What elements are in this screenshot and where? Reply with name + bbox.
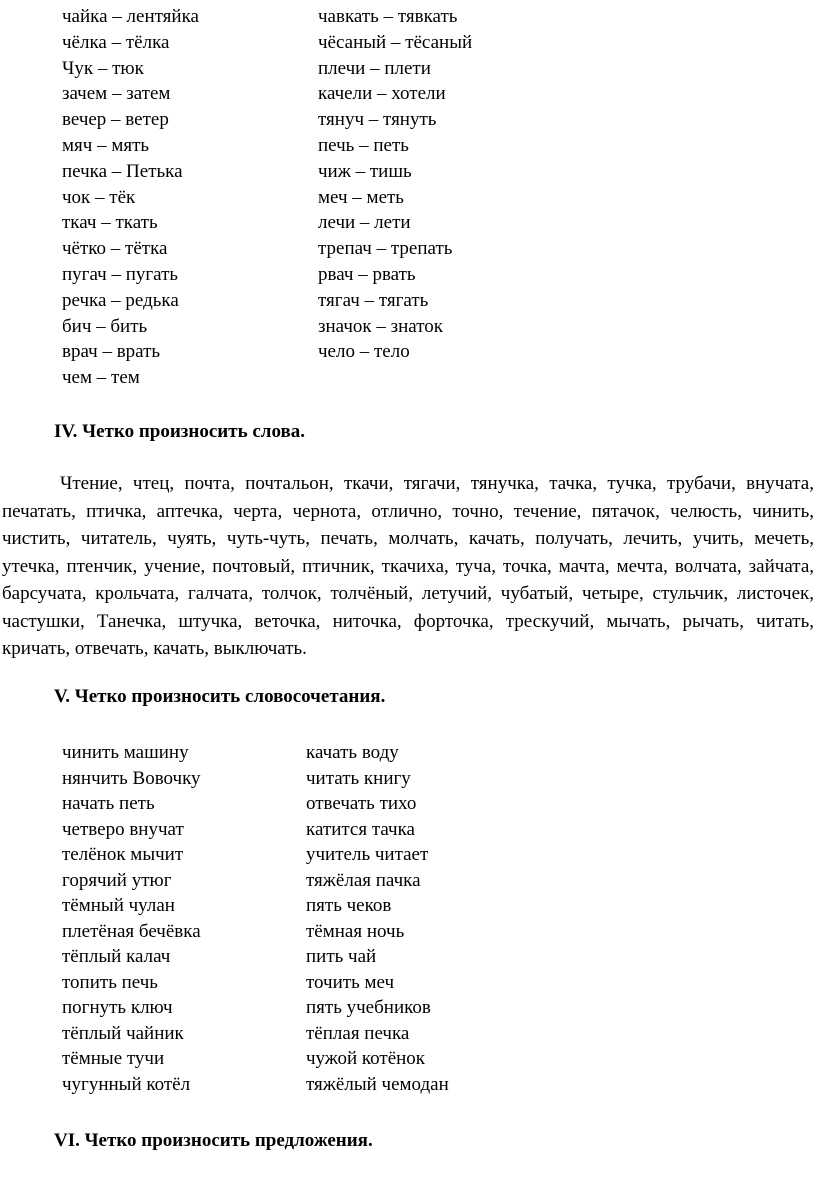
pair-row bbox=[0, 159, 816, 184]
phrase-left: нянчить Вовочку bbox=[62, 767, 201, 789]
pair-row bbox=[0, 210, 816, 235]
pair-left: бич – бить bbox=[62, 315, 148, 337]
pair-right: чавкать – тявкать bbox=[318, 6, 458, 27]
words-paragraph: Чтение, чтец, почта, почтальон, ткачи, тягачи, тянучка, тачка, тучка, трубачи, внучата, печатать, птичка, аптечка, черта, чернота, отлично, точно, течение, пятачок, челюсть, чинить, чистить, читатель, чуять, чуть-чуть, печать, молчать, качать, получать, лечить, учить, мечеть, утечка, птенчик, учение, почтовый, птичник, ткачиха, туча, точка, мачта, мечта, волчата, зайчата, барсучата, крольчата, галчата, толчок, толчёный, летучий, чубатый, четыре, стульчик, листочек, частушки, Танечка, штучка, веточка, ниточка, форточка, трескучий, мычать, рычать, читать, кричать, отвечать, качать, выключать. bbox=[2, 473, 814, 659]
pair-right: меч – меть bbox=[318, 186, 404, 208]
pair-left: пугач – пугать bbox=[62, 264, 179, 285]
pair-row bbox=[0, 339, 816, 364]
pair-row bbox=[0, 30, 816, 55]
section-heading-vi: VI. Четко произносить предложения. bbox=[54, 1130, 373, 1151]
phrase-right: катится тачка bbox=[306, 818, 415, 840]
pair-left: чёлка – тёлка bbox=[62, 31, 170, 53]
pair-right: тянуч – тянуть bbox=[318, 109, 437, 131]
pair-left: вечер – ветер bbox=[62, 109, 169, 131]
phrase-right: тёмная ночь bbox=[306, 920, 405, 942]
pair-row bbox=[0, 107, 816, 132]
pair-row bbox=[0, 133, 816, 158]
phrase-right: пять учебников bbox=[306, 997, 431, 1018]
phrase-right: качать воду bbox=[306, 742, 399, 763]
pair-right: тягач – тягать bbox=[318, 289, 429, 311]
phrase-left: чугунный котёл bbox=[62, 1073, 191, 1095]
pair-right: лечи – лети bbox=[318, 212, 411, 234]
pair-left: речка – редька bbox=[62, 289, 179, 311]
pair-left: зачем – затем bbox=[62, 83, 171, 105]
pair-row bbox=[0, 262, 816, 287]
pair-right: чело – тело bbox=[318, 341, 410, 363]
phrase-row bbox=[0, 919, 816, 944]
phrase-left: тёплый чайник bbox=[62, 1022, 184, 1044]
pair-row bbox=[0, 4, 816, 29]
pair-left: чайка – лентяйка bbox=[62, 6, 199, 27]
phrase-row bbox=[0, 995, 816, 1020]
phrase-left: телёнок мычит bbox=[62, 844, 184, 865]
pair-right: значок – знаток bbox=[318, 315, 444, 337]
pair-left: печка – Петька bbox=[62, 160, 183, 182]
pair-row bbox=[0, 365, 816, 390]
phrase-left: горячий утюг bbox=[62, 869, 172, 891]
phrase-left: тёплый калач bbox=[62, 946, 171, 967]
pair-row bbox=[0, 81, 816, 106]
pair-row bbox=[0, 185, 816, 210]
phrase-left: тёмные тучи bbox=[62, 1048, 165, 1069]
pair-right: качели – хотели bbox=[318, 83, 446, 105]
phrase-left: погнуть ключ bbox=[62, 997, 173, 1018]
pair-row bbox=[0, 56, 816, 81]
phrase-right: тёплая печка bbox=[306, 1022, 410, 1044]
phrase-right: пить чай bbox=[306, 946, 377, 967]
pair-right: трепач – трепать bbox=[318, 238, 453, 260]
phrase-row bbox=[0, 1021, 816, 1046]
phrase-right: учитель читает bbox=[306, 844, 429, 865]
phrase-left: начать петь bbox=[62, 793, 155, 814]
phrase-right: тяжёлый чемодан bbox=[306, 1073, 449, 1095]
phrase-row bbox=[0, 766, 816, 791]
phrase-row bbox=[0, 740, 816, 765]
phrase-row bbox=[0, 1072, 816, 1097]
phrase-row bbox=[0, 868, 816, 893]
pair-row bbox=[0, 236, 816, 261]
phrase-row bbox=[0, 944, 816, 969]
phrase-right: отвечать тихо bbox=[306, 793, 417, 814]
phrase-row bbox=[0, 817, 816, 842]
phrase-row bbox=[0, 791, 816, 816]
phrase-right: тяжёлая пачка bbox=[306, 869, 421, 891]
phrase-row bbox=[0, 893, 816, 918]
pair-row bbox=[0, 288, 816, 313]
pair-left: чётко – тётка bbox=[62, 238, 168, 260]
phrase-right: читать книгу bbox=[306, 767, 411, 789]
phrase-right: точить меч bbox=[306, 971, 395, 993]
phrase-row bbox=[0, 970, 816, 995]
pair-left: чок – тёк bbox=[62, 186, 136, 208]
phrase-left: топить печь bbox=[62, 971, 158, 993]
phrase-right: пять чеков bbox=[306, 895, 392, 916]
phrase-row bbox=[0, 842, 816, 867]
phrase-left: плетёная бечёвка bbox=[62, 920, 201, 942]
phrase-left: четверо внучат bbox=[62, 818, 184, 840]
pair-left: врач – врать bbox=[62, 341, 161, 363]
phrase-left: чинить машину bbox=[62, 742, 189, 763]
pair-left: ткач – ткать bbox=[62, 212, 158, 234]
pair-right: чиж – тишь bbox=[318, 160, 412, 182]
pair-row bbox=[0, 314, 816, 339]
phrase-row bbox=[0, 1046, 816, 1071]
pair-left: Чук – тюк bbox=[62, 57, 144, 79]
section-heading-iv: IV. Четко произносить слова. bbox=[54, 421, 306, 442]
pair-right: плечи – плети bbox=[318, 57, 431, 79]
pair-right: рвач – рвать bbox=[318, 264, 416, 285]
pair-left: чем – тем bbox=[62, 367, 140, 389]
pair-right: печь – петь bbox=[318, 135, 409, 156]
phrase-right: чужой котёнок bbox=[306, 1048, 426, 1069]
pair-left: мяч – мять bbox=[62, 135, 150, 156]
section-heading-v: V. Четко произносить словосочетания. bbox=[54, 686, 386, 707]
pair-right: чёсаный – тёсаный bbox=[318, 31, 473, 53]
phrase-left: тёмный чулан bbox=[62, 895, 175, 916]
